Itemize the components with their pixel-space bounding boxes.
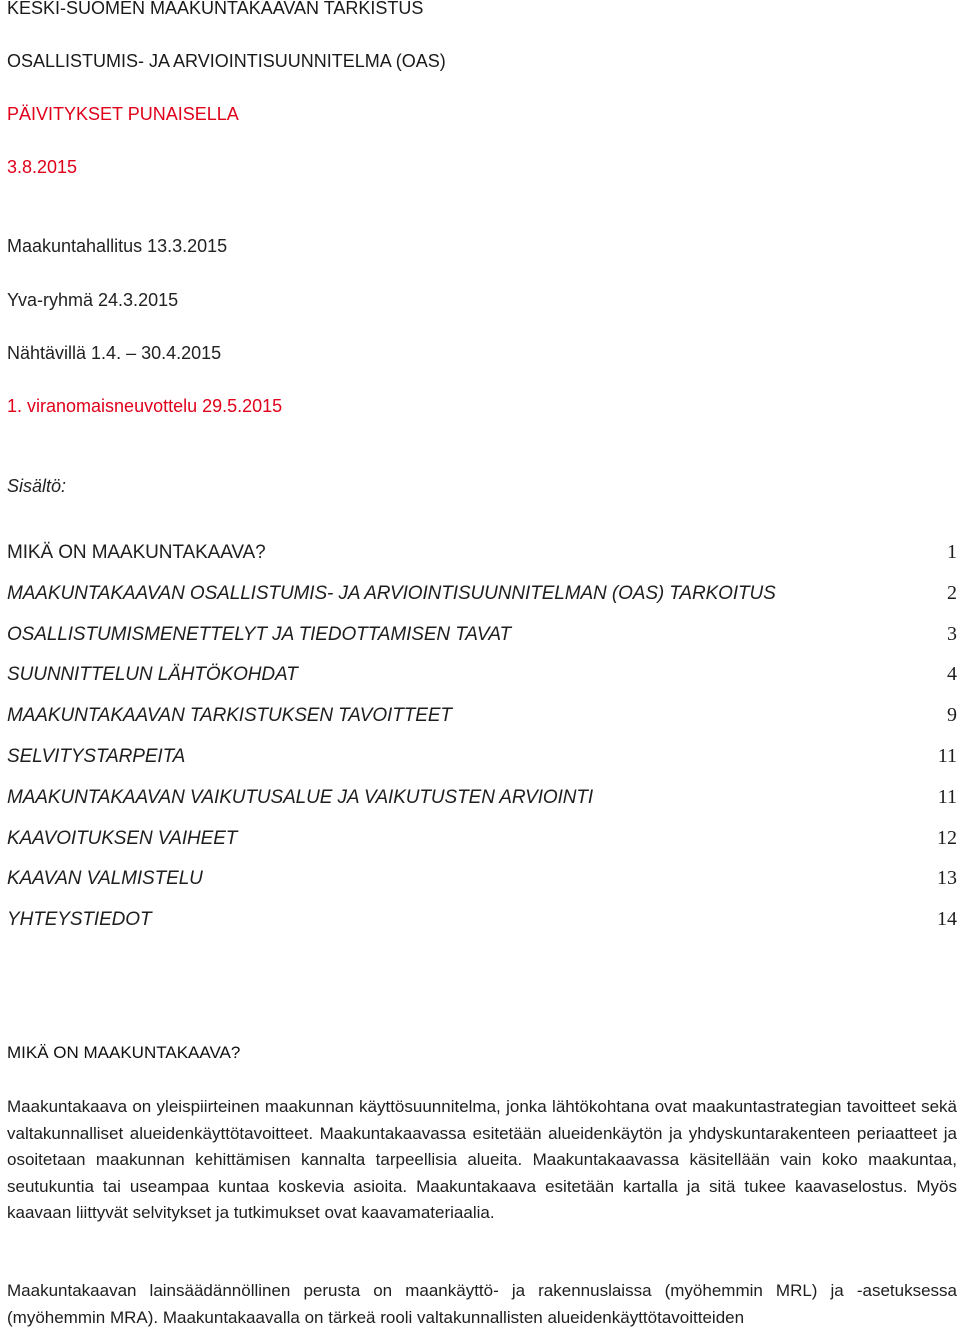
toc-heading: Sisältö: <box>7 476 67 496</box>
section-heading: MIKÄ ON MAAKUNTAKAAVA? <box>7 1043 241 1062</box>
toc-entry-label: MAAKUNTAKAAVAN OSALLISTUMIS- JA ARVIOINTISUUNNITELMAN (OAS) TARKOITUS <box>7 582 776 604</box>
toc-entry-page: 12 <box>937 826 957 849</box>
toc-entry-label: KAAVOITUKSEN VAIHEET <box>7 827 238 849</box>
toc-entry-label: KAAVAN VALMISTELU <box>7 868 203 890</box>
toc-entry-label: YHTEYSTIEDOT <box>7 909 152 931</box>
body-paragraph: Maakuntakaavan lainsäädännöllinen perusta on maankäyttö- ja rakennuslaissa (myöhemmin MRL) ja -asetuksessa (myöhemmin MRA). Maakuntakaavalla on tärkeä rooli valtakunnallisten alueidenkäyttötavoitteiden <box>7 1281 957 1327</box>
toc-entry-page: 9 <box>947 704 957 727</box>
toc-entry-label: MAAKUNTAKAAVAN VAIKUTUSALUE JA VAIKUTUSTEN ARVIOINTI <box>7 786 594 808</box>
toc-entry[interactable] <box>7 786 957 827</box>
toc-entry-page: 1 <box>947 541 957 563</box>
toc-entry-label: SELVITYSTARPEITA <box>7 745 186 767</box>
body-paragraph: Maakuntakaava on yleispiirteinen maakunnan käyttösuunnitelma, jonka lähtökohtana ovat maakuntastrategian tavoitteet sekä valtakunnalliset alueidenkäyttötavoitteet. Maakuntakaavassa esitetään alueidenkäytön ja yhdyskuntarakenteen periaatteet ja osoitetaan maakunnan kehittämisen kannalta tarpeellisia alueita. Maakuntakaavassa käsitellään vain koko maakuntaa, seutukuntia tai useampaa kuntaa koskevia asioita. Maakuntakaava esitetään kartalla ja sitä tukee kaavaselostus. Myös kaavaan liittyvät selvitykset ja tutkimukset ovat kaavamateriaalia. <box>7 1097 957 1223</box>
toc-entry-label: SUUNNITTELUN LÄHTÖKOHDAT <box>7 664 298 686</box>
toc-entry[interactable] <box>7 663 957 704</box>
toc-entry-label: OSALLISTUMISMENETTELYT JA TIEDOTTAMISEN TAVAT <box>7 623 512 645</box>
toc-entry-label: MAAKUNTAKAAVAN TARKISTUKSEN TAVOITTEET <box>7 705 452 727</box>
toc-entry-page: 3 <box>947 622 957 645</box>
meta-maakuntahallitus: Maakuntahallitus 13.3.2015 <box>7 236 228 256</box>
meta-viranomaisneuvottelu: 1. viranomaisneuvottelu 29.5.2015 <box>7 396 283 416</box>
toc-entry[interactable] <box>7 827 957 868</box>
meta-nahtavilla: Nähtävillä 1.4. – 30.4.2015 <box>7 343 222 363</box>
toc-entry-page: 11 <box>937 785 957 808</box>
toc-entry[interactable] <box>7 582 957 623</box>
toc-entry-page: 11 <box>937 744 957 767</box>
toc-entry-page: 14 <box>937 908 957 931</box>
toc-entry[interactable] <box>7 867 957 908</box>
toc-entry-page: 13 <box>937 867 957 890</box>
toc-entry-page: 4 <box>947 663 957 686</box>
toc-entry[interactable] <box>7 541 957 582</box>
toc-entry[interactable] <box>7 908 957 949</box>
update-note: PÄIVITYKSET PUNAISELLA <box>7 104 239 124</box>
toc-entry[interactable] <box>7 745 957 786</box>
toc-entry-page: 2 <box>947 581 957 604</box>
document-subtitle: OSALLISTUMIS- JA ARVIOINTISUUNNITELMA (OAS) <box>7 51 446 71</box>
toc-entry[interactable] <box>7 623 957 664</box>
update-date: 3.8.2015 <box>7 157 78 177</box>
toc-entry-label: MIKÄ ON MAAKUNTAKAAVA? <box>7 542 266 563</box>
meta-yva-ryhma: Yva-ryhmä 24.3.2015 <box>7 290 179 310</box>
toc-entry[interactable] <box>7 704 957 745</box>
table-of-contents <box>7 541 957 949</box>
document-title: KESKI-SUOMEN MAAKUNTAKAAVAN TARKISTUS <box>7 0 424 18</box>
